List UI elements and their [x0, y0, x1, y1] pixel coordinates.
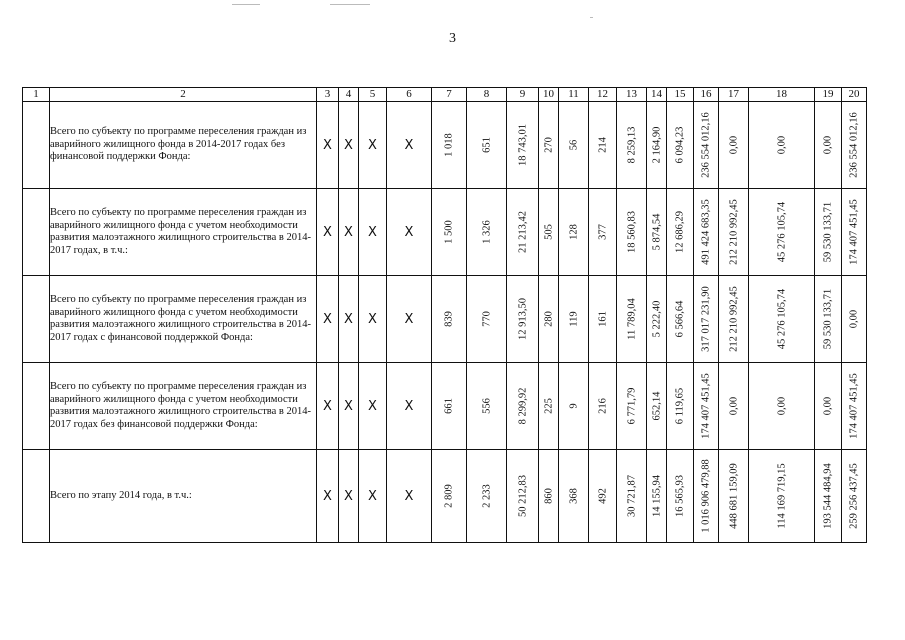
cross-mark-cell: X: [359, 450, 387, 543]
value-text: 661: [443, 398, 455, 414]
table-row: [23, 102, 867, 189]
value-cell-col-18: [749, 363, 815, 450]
cross-mark-cell: X: [317, 450, 339, 543]
value-text: 59 530 133,71: [822, 288, 834, 350]
value-text: 212 210 992,45: [728, 199, 739, 265]
cross-mark-cell: X: [339, 102, 359, 189]
value-cell-col-7: [432, 363, 467, 450]
header-cell: 8: [467, 88, 507, 102]
value-text: 214: [597, 137, 608, 153]
cross-mark-cell: X: [359, 102, 387, 189]
value-cell-col-7: [432, 102, 467, 189]
row-index-cell: [23, 363, 50, 450]
value-text: 377: [597, 224, 608, 240]
cross-mark-cell: X: [387, 189, 432, 276]
value-cell-col-12: [589, 189, 617, 276]
value-cell-col-8: [467, 450, 507, 543]
value-text: 2 809: [443, 484, 455, 508]
header-cell: 20: [842, 88, 867, 102]
cross-mark-cell: X: [339, 363, 359, 450]
value-cell-col-16: [694, 450, 719, 543]
value-text: 0,00: [728, 135, 739, 155]
value-cell-col-12: [589, 102, 617, 189]
header-cell: 12: [589, 88, 617, 102]
value-text: 45 276 105,74: [776, 288, 787, 350]
value-cell-col-9: [507, 189, 539, 276]
value-text: 1 018: [443, 133, 455, 157]
value-text: 0,00: [776, 135, 787, 155]
value-text: 2 164,90: [651, 126, 662, 164]
value-cell-col-11: [559, 102, 589, 189]
value-cell-col-20: [842, 363, 867, 450]
row-description: Всего по субъекту по программе переселения граждан из аварийного жилищного фонда с учетом необходимости развития малоэтажного жилищного строительства в 2014-2017 годах, в т.ч.:: [50, 189, 317, 276]
value-text: 6 119,65: [674, 387, 686, 425]
cross-mark-cell: X: [339, 276, 359, 363]
value-cell-col-8: [467, 102, 507, 189]
header-cell: 14: [647, 88, 667, 102]
cross-mark-cell: X: [387, 102, 432, 189]
header-cell: 17: [719, 88, 749, 102]
row-index-cell: [23, 450, 50, 543]
value-text: 14 155,94: [651, 475, 662, 517]
header-cell: 18: [749, 88, 815, 102]
value-cell-col-8: [467, 363, 507, 450]
header-cell: 10: [539, 88, 559, 102]
value-cell-col-17: [719, 189, 749, 276]
value-text: 128: [568, 224, 579, 240]
value-text: 368: [568, 488, 579, 504]
header-cell: 15: [667, 88, 694, 102]
row-description: Всего по этапу 2014 года, в т.ч.:: [50, 450, 317, 543]
value-cell-col-9: [507, 363, 539, 450]
value-cell-col-9: [507, 450, 539, 543]
value-text: 193 544 484,94: [822, 463, 834, 529]
table-row: [23, 363, 867, 450]
value-text: 18 743,01: [517, 124, 528, 166]
value-text: 174 407 451,45: [848, 373, 860, 439]
value-text: 0,00: [822, 396, 834, 416]
value-text: 174 407 451,45: [848, 199, 860, 265]
value-cell-col-14: [647, 363, 667, 450]
value-text: 1 326: [481, 220, 492, 244]
value-text: 6 771,79: [626, 387, 637, 425]
value-cell-col-16: [694, 102, 719, 189]
value-text: 860: [543, 488, 554, 504]
value-cell-col-12: [589, 276, 617, 363]
value-cell-col-8: [467, 276, 507, 363]
header-cell: 13: [617, 88, 647, 102]
value-text: 1 016 906 479,88: [700, 459, 712, 533]
value-text: 114 169 719,15: [776, 463, 787, 529]
cross-mark-cell: X: [387, 450, 432, 543]
value-text: 174 407 451,45: [700, 373, 712, 439]
value-cell-col-11: [559, 189, 589, 276]
value-cell-col-14: [647, 102, 667, 189]
value-text: 5 874,54: [651, 213, 662, 251]
cross-mark-cell: X: [359, 276, 387, 363]
value-cell-col-12: [589, 450, 617, 543]
value-cell-col-20: [842, 450, 867, 543]
value-text: 0,00: [848, 309, 860, 329]
header-cell: 1: [23, 88, 50, 102]
value-cell-col-7: [432, 450, 467, 543]
value-text: 11 789,04: [626, 298, 637, 340]
value-cell-col-13: [617, 189, 647, 276]
value-text: 16 565,93: [674, 475, 686, 517]
header-cell: 3: [317, 88, 339, 102]
table-row: [23, 189, 867, 276]
value-cell-col-18: [749, 102, 815, 189]
value-text: 0,00: [776, 396, 787, 416]
value-cell-col-13: [617, 276, 647, 363]
value-cell-col-10: [539, 189, 559, 276]
value-cell-col-16: [694, 189, 719, 276]
value-text: 225: [543, 398, 554, 414]
value-cell-col-15: [667, 450, 694, 543]
value-text: 161: [597, 311, 608, 327]
value-text: 259 256 437,45: [848, 463, 860, 529]
value-text: 212 210 992,45: [728, 286, 739, 352]
page-number: 3: [449, 31, 456, 46]
value-text: 6 566,64: [674, 300, 686, 338]
cross-mark-cell: X: [339, 450, 359, 543]
value-cell-col-11: [559, 450, 589, 543]
value-text: 21 213,42: [517, 211, 528, 253]
value-cell-col-12: [589, 363, 617, 450]
value-text: 119: [568, 311, 579, 327]
value-cell-col-19: [815, 102, 842, 189]
header-cell: 5: [359, 88, 387, 102]
value-text: 12 913,50: [517, 298, 528, 340]
header-cell: 2: [50, 88, 317, 102]
header-cell: 19: [815, 88, 842, 102]
cross-mark-cell: X: [359, 189, 387, 276]
table-row: [23, 276, 867, 363]
value-text: 0,00: [822, 135, 834, 155]
row-description: Всего по субъекту по программе переселения граждан из аварийного жилищного фонда с учетом необходимости развития малоэтажного жилищного строительства в 2014-2017 годах с финансовой поддержкой Фонда:: [50, 276, 317, 363]
value-text: 492: [597, 488, 608, 504]
value-cell-col-20: [842, 189, 867, 276]
value-text: 0,00: [728, 396, 739, 416]
value-text: 30 721,87: [626, 475, 637, 517]
value-cell-col-13: [617, 363, 647, 450]
cross-mark-cell: X: [387, 363, 432, 450]
value-cell-col-17: [719, 450, 749, 543]
header-cell: 16: [694, 88, 719, 102]
cross-mark-cell: X: [317, 276, 339, 363]
value-cell-col-19: [815, 450, 842, 543]
value-text: 9: [568, 403, 579, 409]
cross-mark-cell: X: [359, 363, 387, 450]
value-text: 2 233: [481, 484, 492, 508]
cross-mark-cell: X: [387, 276, 432, 363]
value-text: 12 686,29: [674, 211, 686, 253]
row-index-cell: [23, 189, 50, 276]
value-text: 651: [481, 137, 492, 153]
value-text: 770: [481, 311, 492, 327]
value-cell-col-8: [467, 189, 507, 276]
value-text: 236 554 012,16: [848, 112, 860, 178]
value-cell-col-15: [667, 189, 694, 276]
value-cell-col-15: [667, 276, 694, 363]
value-cell-col-18: [749, 450, 815, 543]
value-cell-col-18: [749, 189, 815, 276]
cross-mark-cell: X: [317, 189, 339, 276]
value-text: 280: [543, 311, 554, 327]
value-cell-col-13: [617, 450, 647, 543]
value-text: 216: [597, 398, 608, 414]
value-text: 18 560,83: [626, 211, 637, 253]
value-text: 6 094,23: [674, 126, 686, 164]
value-cell-col-14: [647, 189, 667, 276]
value-cell-col-17: [719, 363, 749, 450]
value-cell-col-17: [719, 102, 749, 189]
value-cell-col-20: [842, 102, 867, 189]
value-cell-col-7: [432, 276, 467, 363]
header-row: [23, 88, 867, 102]
value-cell-col-9: [507, 276, 539, 363]
header-cell: 11: [559, 88, 589, 102]
header-cell: 7: [432, 88, 467, 102]
cross-mark-cell: X: [339, 189, 359, 276]
value-cell-col-16: [694, 363, 719, 450]
value-text: 652,14: [651, 391, 662, 421]
value-text: 59 530 133,71: [822, 201, 834, 263]
value-cell-col-9: [507, 102, 539, 189]
row-description: Всего по субъекту по программе переселения граждан из аварийного жилищного фонда в 2014-2017 годах без финансовой поддержки Фонда:: [50, 102, 317, 189]
value-text: 8 259,13: [626, 126, 637, 164]
value-text: 448 681 159,09: [728, 463, 739, 529]
value-cell-col-20: [842, 276, 867, 363]
value-cell-col-11: [559, 363, 589, 450]
value-cell-col-19: [815, 189, 842, 276]
row-index-cell: [23, 102, 50, 189]
value-cell-col-14: [647, 450, 667, 543]
value-cell-col-17: [719, 276, 749, 363]
value-cell-col-11: [559, 276, 589, 363]
value-cell-col-18: [749, 276, 815, 363]
value-cell-col-16: [694, 276, 719, 363]
header-cell: 4: [339, 88, 359, 102]
value-text: 8 299,92: [517, 387, 528, 425]
value-text: 1 500: [443, 220, 455, 244]
value-text: 491 424 683,35: [700, 199, 712, 265]
value-cell-col-10: [539, 363, 559, 450]
value-text: 50 212,83: [517, 475, 528, 517]
value-text: 270: [543, 137, 554, 153]
value-text: 839: [443, 311, 455, 327]
value-text: 556: [481, 398, 492, 414]
value-text: 5 222,40: [651, 300, 662, 338]
value-cell-col-7: [432, 189, 467, 276]
value-text: 317 017 231,90: [700, 286, 712, 352]
value-text: 505: [543, 224, 554, 240]
data-table: [22, 87, 867, 543]
row-index-cell: [23, 276, 50, 363]
value-cell-col-15: [667, 363, 694, 450]
value-text: 45 276 105,74: [776, 201, 787, 263]
header-cell: 9: [507, 88, 539, 102]
value-cell-col-14: [647, 276, 667, 363]
value-cell-col-15: [667, 102, 694, 189]
value-cell-col-10: [539, 450, 559, 543]
value-cell-col-13: [617, 102, 647, 189]
value-cell-col-19: [815, 363, 842, 450]
value-text: 236 554 012,16: [700, 112, 712, 178]
value-cell-col-19: [815, 276, 842, 363]
value-text: 56: [568, 139, 579, 151]
table-row: [23, 450, 867, 543]
header-cell: 6: [387, 88, 432, 102]
value-cell-col-10: [539, 102, 559, 189]
cross-mark-cell: X: [317, 102, 339, 189]
value-cell-col-10: [539, 276, 559, 363]
cross-mark-cell: X: [317, 363, 339, 450]
row-description: Всего по субъекту по программе переселения граждан из аварийного жилищного фонда с учетом необходимости развития малоэтажного жилищного строительства в 2014-2017 годах без финансовой поддержки Фонда:: [50, 363, 317, 450]
